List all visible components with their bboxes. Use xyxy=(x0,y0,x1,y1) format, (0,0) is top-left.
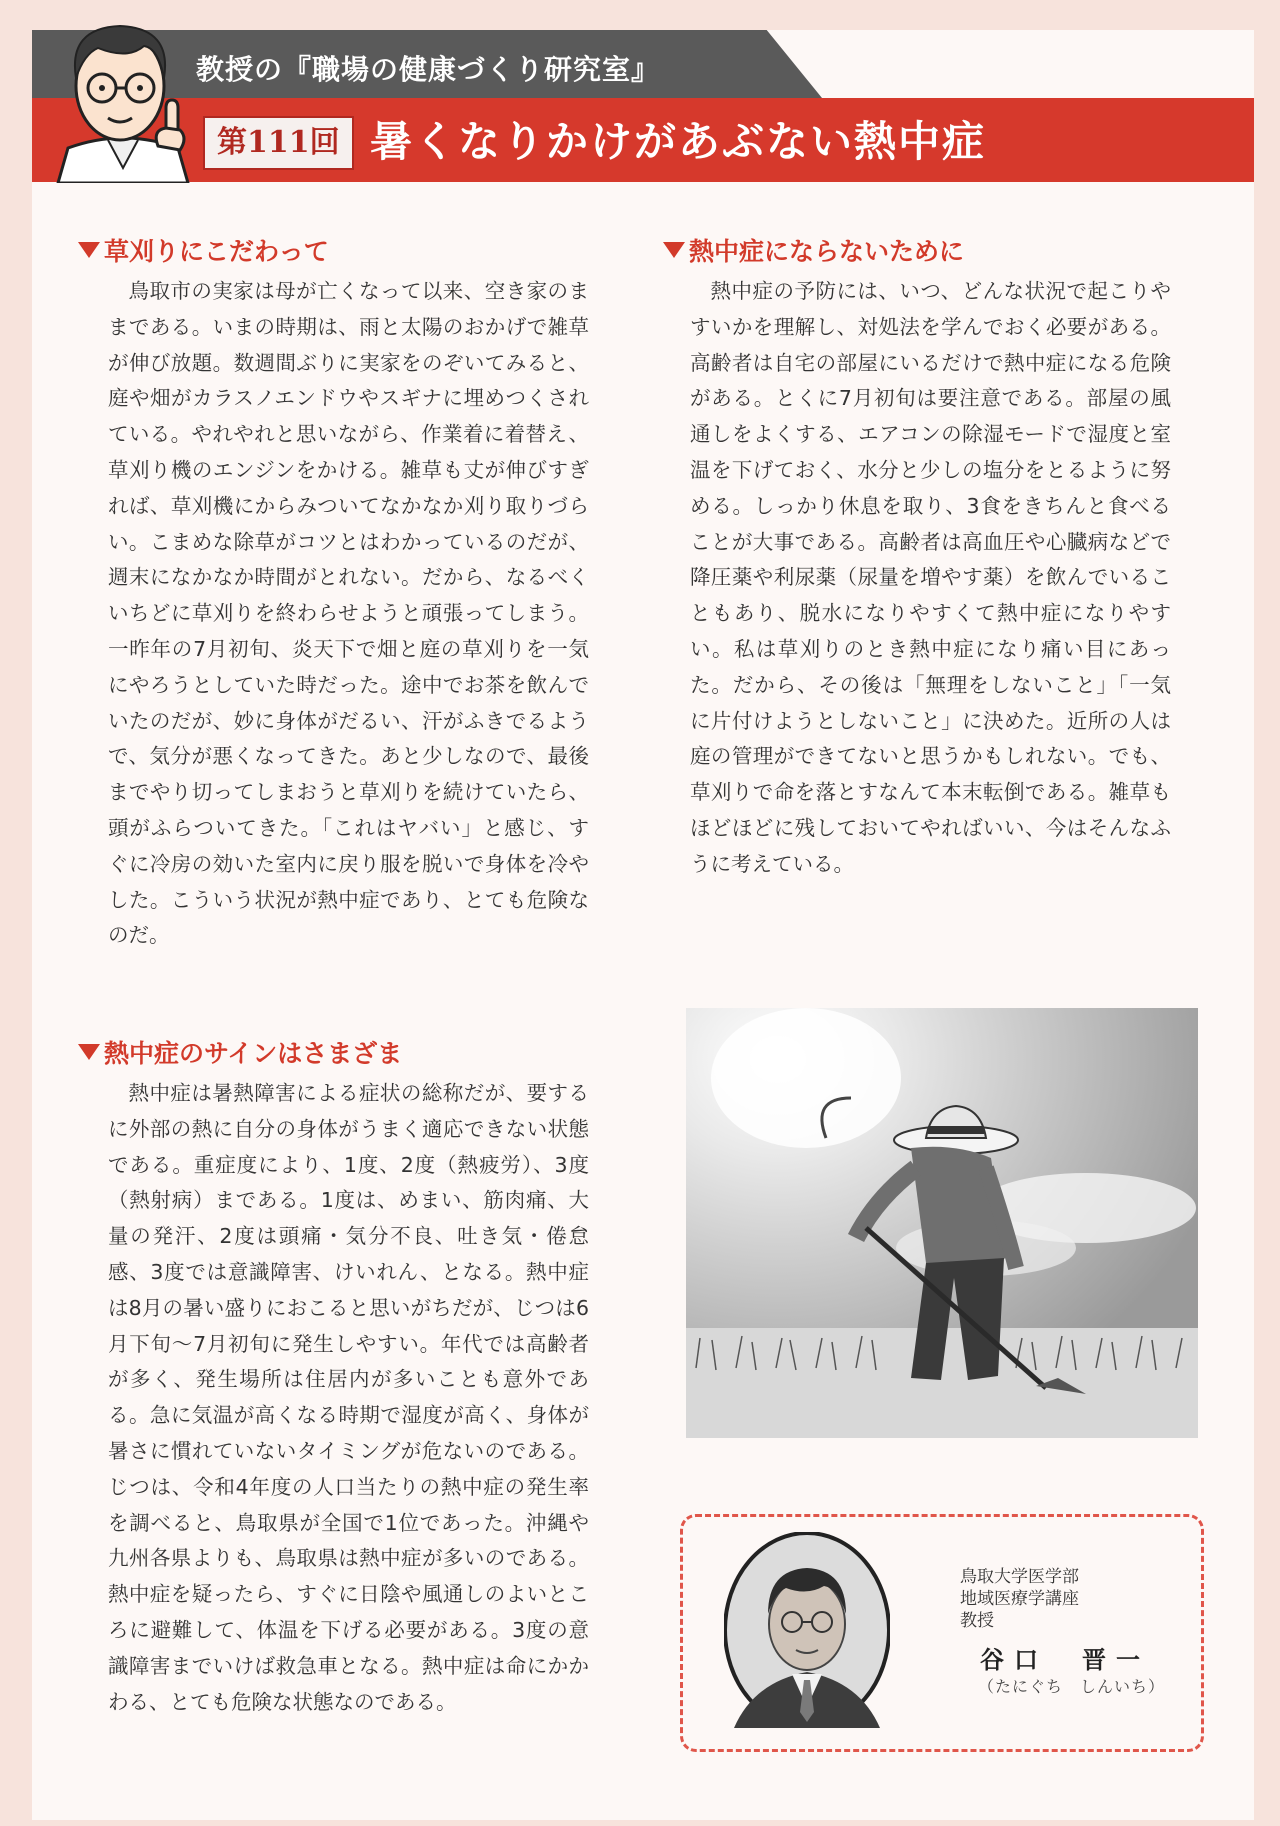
section-heading: 草刈りにこだわって xyxy=(78,232,329,268)
section-body: 熱中症の予防には、いつ、どんな状況で起こりやすいかを理解し、対処法を学んでおく必要がある。高齢者は自宅の部屋にいるだけで熱中症になる危険がある。とくに7月初旬は要注意である。部屋の風通しをよくする、エアコンの除湿モードで湿度と室温を下げておく、水分と少しの塩分をとるように努める。しっかり休息を取り、3食をきちんと食べることが大事である。高齢者は高血圧や心臓病などで降圧薬や利尿薬（尿量を増やす薬）を飲んでいることもあり、脱水になりやすくて熱中症になりやすい。私は草刈りのとき熱中症になり痛い目にあった。だから、その後は「無理をしないこと」「一気に片付けようとしないこと」に決めた。近所の人は庭の管理ができてないと思うかもしれない。でも、草刈りで命を落とすなんて本末転倒である。雑草もほどほどに残しておいてやればいい、今はそんなふうに考えている。 xyxy=(690,279,1171,876)
triangle-down-icon xyxy=(78,1044,100,1060)
author-name: 谷口 晋一 xyxy=(980,1646,1150,1674)
affiliation-line: 教授 xyxy=(960,1611,994,1631)
professor-mascot-icon xyxy=(48,8,198,183)
section-body: 熱中症は暑熱障害による症状の総称だが、要するに外部の熱に自分の身体がうまく適応できない状態である。重症度により、1度、2度（熱疲労）、3度（熱射病）まである。1度は、めまい、筋肉痛、大量の発汗、2度は頭痛・気分不良、吐き気・倦怠感、3度では意識障害、けいれん、となる。熱中症は8月の暑い盛りにおこると思いがちだが、じつは6月下旬〜7月初旬に発生しやすい。年代では高齢者が多く、発生場所は住居内が多いことも意外である。急に気温が高くなる時期で湿度が高く、身体が暑さに慣れていないタイミングが危ないのである。じつは、令和4年度の人口当たりの熱中症の発生率を調べると、鳥取県が全国で1位であった。沖縄や九州各県よりも、鳥取県は熱中症が多いのである。熱中症を疑ったら、すぐに日陰や風通しのよいところに避難して、体温を下げる必要がある。3度の意識障害までいけば救急車となる。熱中症は命にかかわる、とても危険な状態なのである。 xyxy=(108,1081,589,1714)
triangle-down-icon xyxy=(78,242,100,258)
series-title: 教授の『職場の健康づくり研究室』 xyxy=(196,53,661,86)
section-heading: 熱中症にならないために xyxy=(663,232,964,268)
farmer-weeding-illustration xyxy=(686,1008,1198,1438)
section-body: 鳥取市の実家は母が亡くなって以来、空き家のままである。いまの時期は、雨と太陽のおかげで雑草が伸び放題。数週間ぶりに実家をのぞいてみると、庭や畑がカラスノエンドウやスギナに埋めつくされている。やれやれと思いながら、作業着に着替え、草刈り機のエンジンをかける。雑草も丈が伸びすぎれば、草刈機にからみついてなかなか刈り取りづらい。こまめな除草がコツとはわかっているのだが、週末になかなか時間がとれない。だから、なるべくいちどに草刈りを終わらせようと頑張ってしまう。一昨年の7月初旬、炎天下で畑と庭の草刈りを一気にやろうとしていた時だった。途中でお茶を飲んでいたのだが、妙に身体がだるい、汗がふきでるようで、気分が悪くなってきた。あと少しなので、最後までやり切ってしまおうと草刈りを続けていたら、頭がふらついてきた。「これはヤバい」と感じ、すぐに冷房の効いた室内に戻り服を脱いで身体を冷やした。こういう状況が熱中症であり、とても危険なのだ。 xyxy=(108,279,589,948)
article-title: 暑くなりかけがあぶない熱中症 xyxy=(370,117,987,166)
affiliation-line: 鳥取大学医学部 xyxy=(960,1567,1079,1587)
author-name-reading: （たにぐち しんいち） xyxy=(978,1677,1166,1696)
author-affiliation xyxy=(960,1566,1079,1632)
author-portrait xyxy=(724,1532,890,1728)
affiliation-line: 地域医療学講座 xyxy=(960,1589,1079,1609)
triangle-down-icon xyxy=(663,242,685,258)
section-heading: 熱中症のサインはさまざま xyxy=(78,1034,402,1070)
issue-number-badge: 第111回 xyxy=(203,116,354,170)
